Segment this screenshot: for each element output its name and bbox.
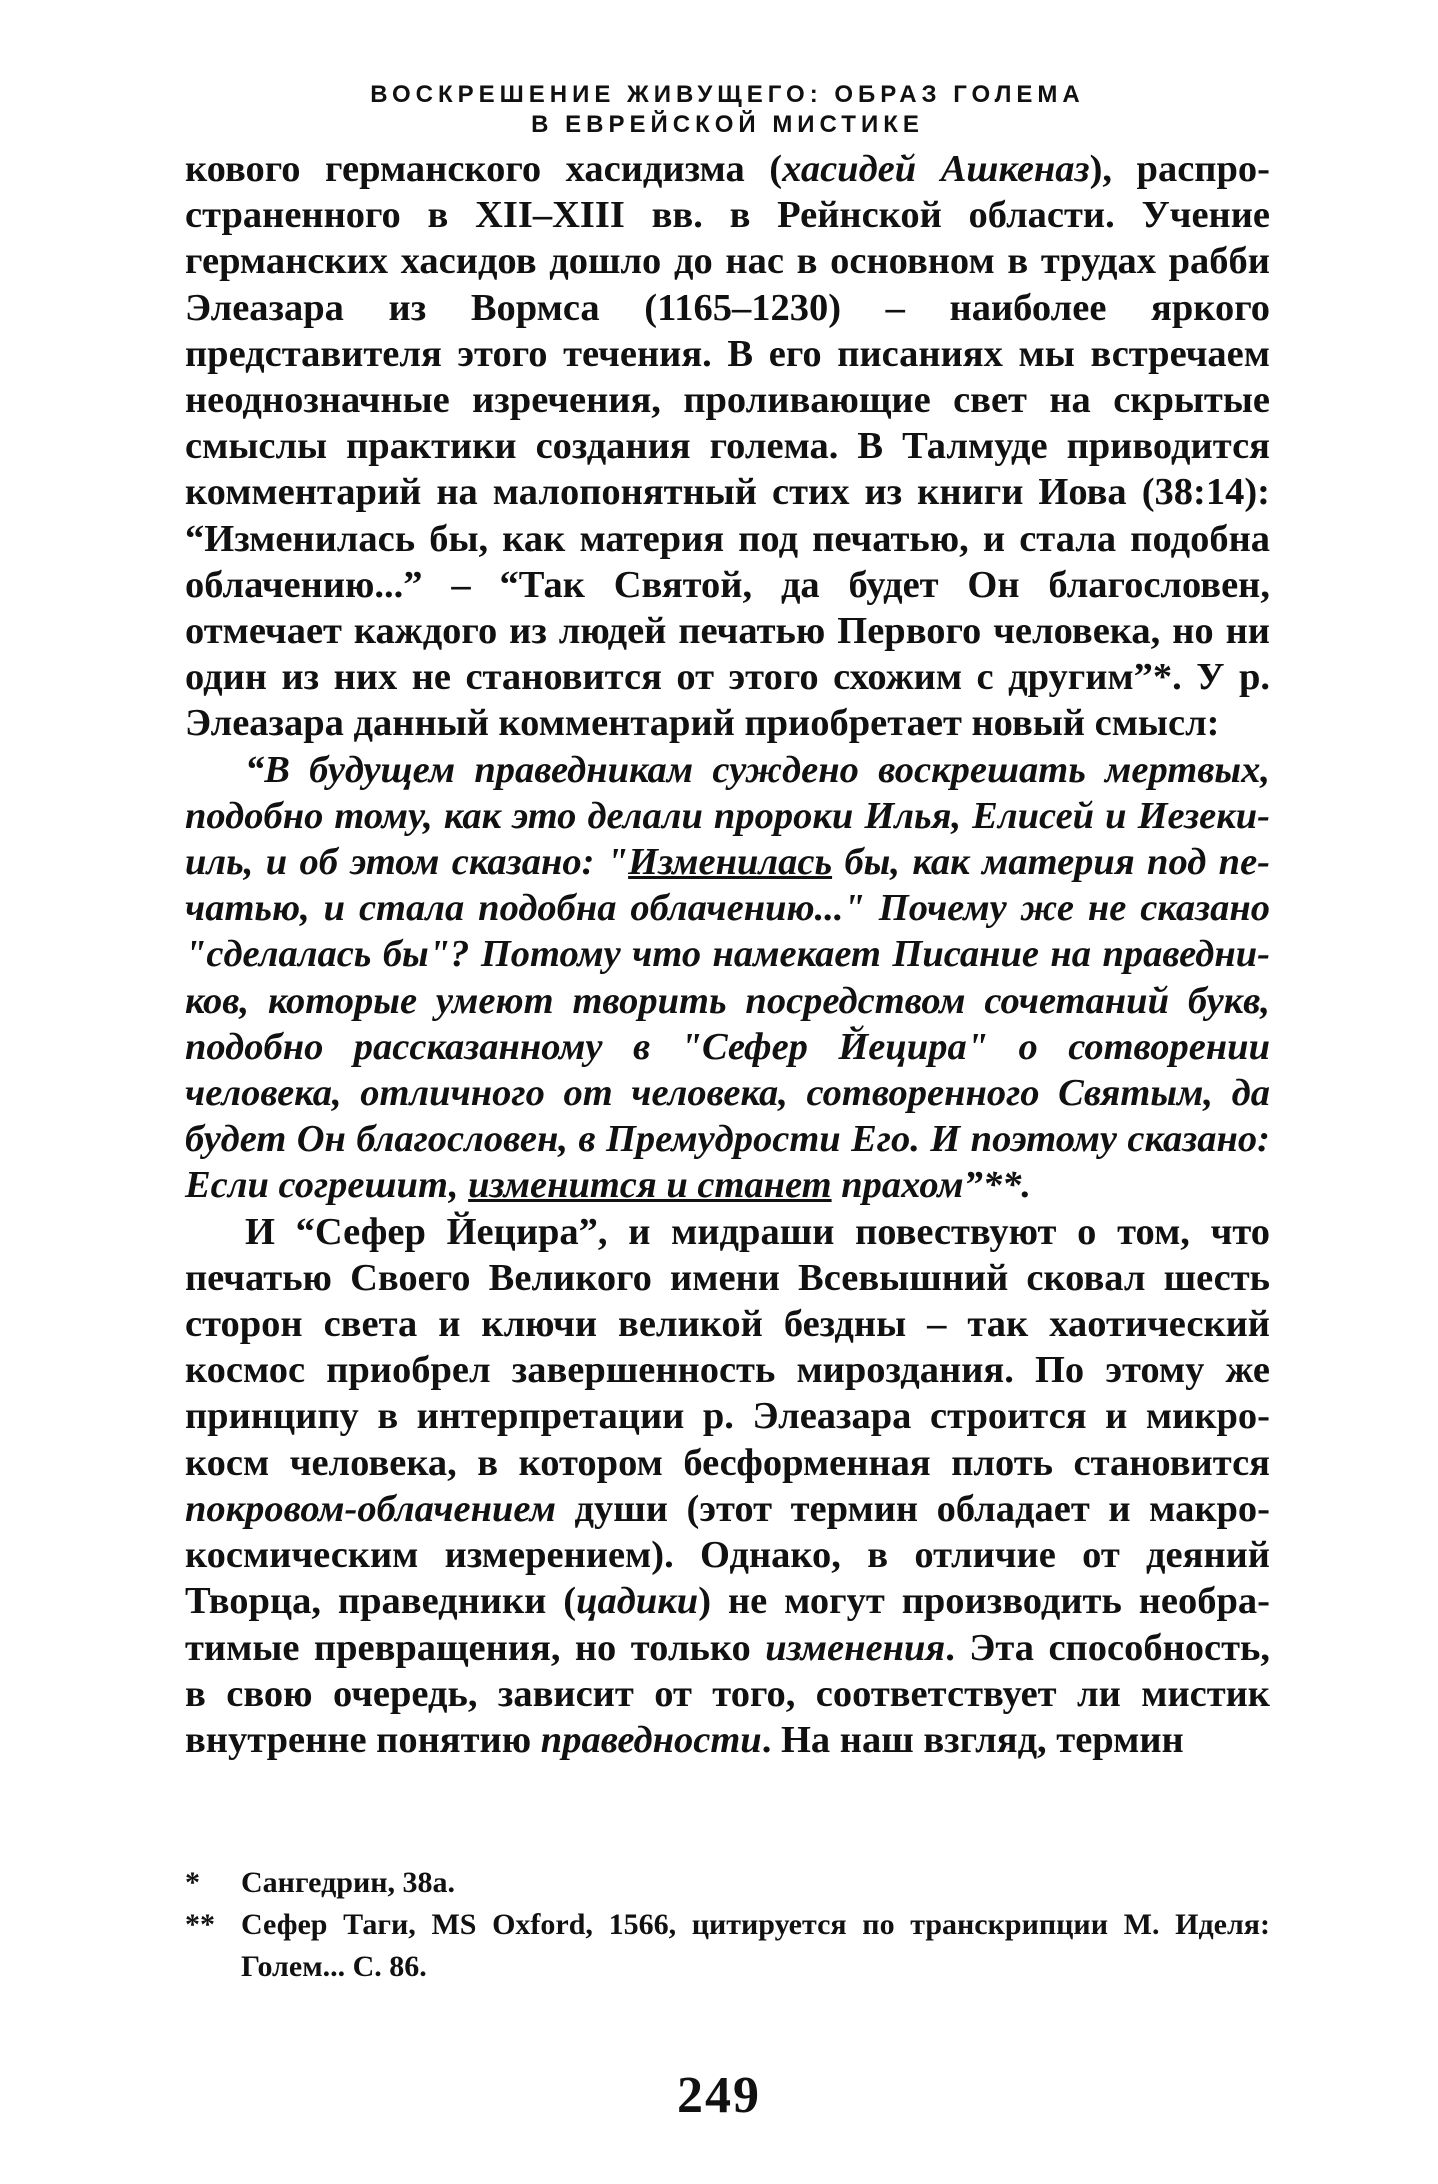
paragraph-2-italic-term-2: цадики	[576, 1580, 699, 1623]
paragraph-2-text-e: . На наш взгляд, термин	[761, 1718, 1184, 1761]
paragraph-1-text-a: кового германского хасидизма (	[185, 148, 783, 190]
quote-text-a: “В будущем праведникам суждено воскрешать мертвых, подобно тому, как это делали пророки Илья, Елисей и Иезекииль, и об этом сказано: "	[185, 748, 1270, 884]
quote-text-c: прахом”**.	[831, 1164, 1031, 1207]
footnotes	[185, 1862, 1270, 1988]
paragraph-2-italic-term-1: покровом-облачением	[185, 1487, 556, 1530]
running-head-line-1: ВОСКРЕШЕНИЕ ЖИВУЩЕГО: ОБРАЗ ГОЛЕМА	[370, 81, 1085, 108]
running-head-line-2: В ЕВРЕЙСКОЙ МИСТИКЕ	[531, 111, 924, 138]
running-head	[185, 80, 1270, 140]
body-text	[185, 146, 1270, 1763]
paragraph-2-italic-term-4: праведности	[540, 1718, 762, 1761]
footnote-2-mark: **	[185, 1908, 215, 1941]
paragraph-1-text-b: ), распространенного в XII–XIII вв. в Рейнской области. Учение германских хасидов дошло до нас в основном в трудах рабби Элеазара из Вормса (1165–1230) – наиболее яркого представителя этого течения. В его писаниях мы встречаем неоднозначные изречения, проливающие свет на скрытые смыслы практики создания голема. В Талмуде приводится комментарий на малопонятный стих из книги Иова (38:14): “Изменилась бы, как материя под печатью, и стала подобна облачению...” – “Так Святой, да будет Он благословен, отмечает каждого из людей печатью Первого человека, но ни один из них не становится от этого схожим с другим”*. У р. Элеазара данный комментарий приобретает новый смысл:	[185, 148, 1270, 745]
footnote-1-text: Сангедрин, 38а.	[241, 1866, 456, 1899]
paragraph-2-italic-term-3: изменения	[765, 1626, 946, 1669]
quote-underlined-word: Изменилась	[628, 841, 833, 884]
paragraph-2-text-b: души (этот термин обладает и макрокосмическим измерением). Однако, в отличие от деяний Творца, праведники (	[185, 1487, 1270, 1623]
footnote-2	[185, 1904, 1270, 1988]
paragraph-1-italic-term: хасидей Ашкеназ	[782, 148, 1090, 190]
paragraph-1	[185, 146, 1270, 747]
paragraph-2-text-a: И “Сефер Йецира”, и мидраши повествуют о том, что печатью Своего Великого имени Всевышний сковал шесть сторон света и ключи великой бездны – так хаотический космос приобрел завершенность мироздания. По этому же принципу в интерпретации р. Элеазара строится и микрокосм человека, в котором бесформенная плоть становится	[185, 1210, 1270, 1484]
footnote-1	[185, 1862, 1270, 1904]
footnote-2-text: Сефер Таги, MS Oxford, 1566, цитируется по транскрипции М. Иделя: Голем... С. 86.	[241, 1908, 1270, 1983]
page-number: 249	[677, 2067, 761, 2124]
footnote-1-mark: *	[185, 1866, 200, 1899]
paragraph-2	[185, 1209, 1270, 1763]
block-quote	[185, 747, 1270, 1209]
quote-text-b: бы, как материя под печатью, и стала подобна облачению..." Почему же не сказано "сделалась бы"? Потому что намекает Писание на праведников, которые умеют творить посредством сочетаний букв, подобно рассказанному в "Сефер Йецира" о сотворении человека, отличного от человека, сотворенного Святым, да будет Он благословен, в Премудрости Его. И поэтому сказано: Если согрешит,	[185, 841, 1270, 1207]
paragraph-2-text-d: . Эта способность, в свою очередь, зависит от того, соответствует ли мистик внутренне понятию	[185, 1626, 1270, 1761]
page-content	[185, 80, 1270, 1763]
paragraph-2-text-c: ) не могут производить необратимые превращения, но только	[185, 1580, 1270, 1669]
quote-underlined-phrase: изменится и станет	[468, 1164, 832, 1207]
